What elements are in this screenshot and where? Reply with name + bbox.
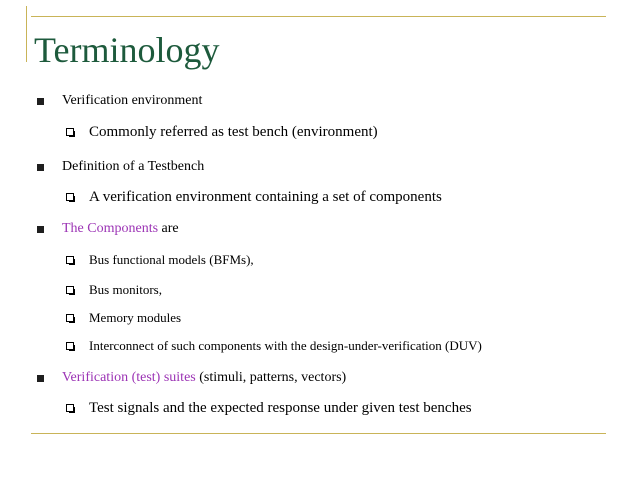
bullet-text: (stimuli, patterns, vectors): [195, 370, 347, 385]
subbullet-test-bench: [66, 124, 378, 141]
bullet-text: Definition of a Testbench: [62, 159, 205, 174]
shadow-box-bullet-icon: [66, 193, 75, 202]
shadow-box-bullet-icon: [66, 404, 75, 413]
square-bullet-icon: [37, 98, 44, 105]
subbullet-memory-modules: [66, 310, 181, 326]
bullet-text: Commonly referred as test bench (environment): [89, 124, 378, 140]
bullet-text: Bus monitors,: [89, 282, 162, 297]
top-rule: [31, 16, 606, 17]
bullet-accent-text: Verification (test) suites: [62, 370, 196, 385]
bullet-accent-text: The Components: [62, 221, 159, 236]
shadow-box-bullet-icon: [66, 128, 75, 137]
shadow-box-bullet-icon: [66, 314, 75, 323]
bullet-text: Interconnect of such components with the design-under-verification (DUV): [89, 338, 482, 353]
bullet-text: Bus functional models (BFMs),: [89, 252, 254, 267]
bullet-definition-testbench: [37, 159, 204, 175]
subbullet-bfms: [66, 252, 254, 268]
shadow-box-bullet-icon: [66, 256, 75, 265]
slide-title: Terminology: [34, 30, 220, 70]
bullet-text: A verification environment containing a set of components: [89, 189, 442, 205]
subbullet-interconnect: [66, 338, 482, 354]
bottom-rule: [31, 433, 606, 434]
shadow-box-bullet-icon: [66, 342, 75, 351]
square-bullet-icon: [37, 226, 44, 233]
square-bullet-icon: [37, 164, 44, 171]
bullet-text: Verification environment: [62, 93, 203, 108]
square-bullet-icon: [37, 375, 44, 382]
subbullet-test-signals: [66, 400, 472, 417]
top-vertical-rule: [26, 6, 27, 62]
bullet-components: [37, 221, 179, 237]
subbullet-bus-monitors: [66, 282, 162, 298]
subbullet-verification-environment-components: [66, 189, 442, 206]
bullet-verification-environment: [37, 93, 202, 109]
bullet-text: are: [158, 221, 179, 236]
bullet-verification-suites: [37, 370, 346, 386]
bullet-text: Memory modules: [89, 310, 182, 325]
shadow-box-bullet-icon: [66, 286, 75, 295]
bullet-text: Test signals and the expected response under given test benches: [89, 400, 472, 416]
